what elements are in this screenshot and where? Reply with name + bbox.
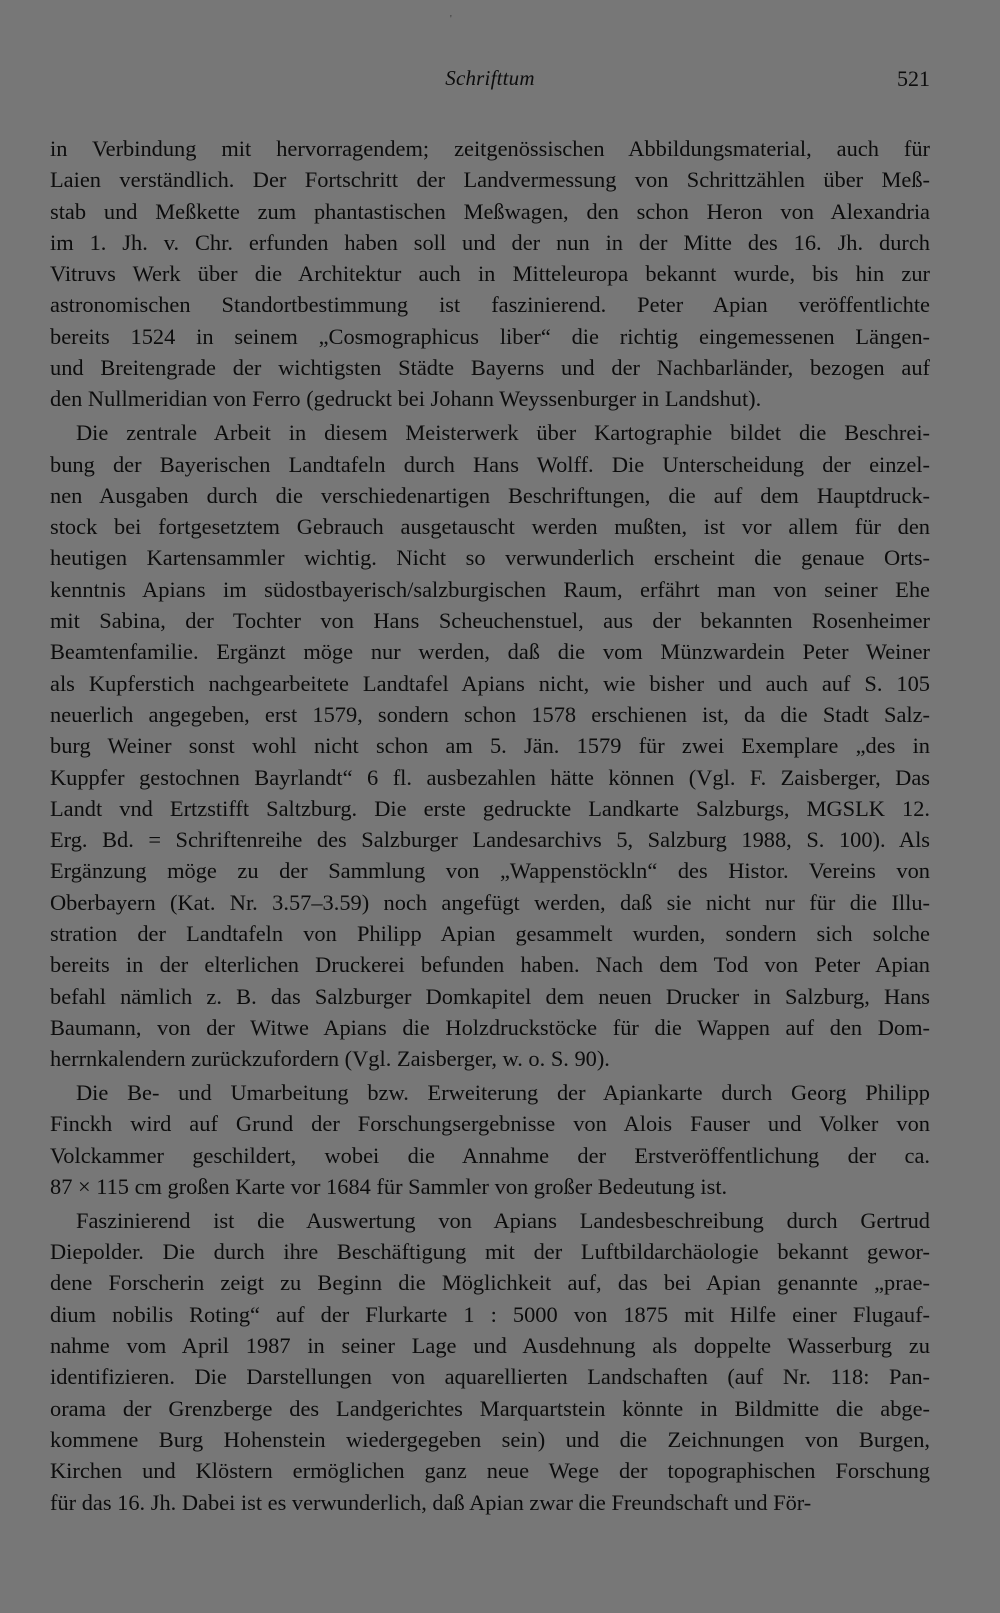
text-line: Volckammer geschildert, wobei die Annahme der Erstveröffentlichung der ca. bbox=[50, 1142, 930, 1168]
text-line: herrnkalendern zurückzufordern (Vgl. Zaisberger, w. o. S. 90). bbox=[50, 1046, 610, 1072]
text-line: kenntnis Apians im südostbayerisch/salzburgischen Raum, erfährt man von seiner Ehe bbox=[50, 576, 930, 602]
text-line: als Kupferstich nachgearbeitete Landtafel Apians nicht, wie bisher und auch auf S. 105 bbox=[50, 670, 930, 696]
text-line: nen Ausgaben durch die verschiedenartigen Beschriftungen, die auf dem Hauptdruck- bbox=[50, 482, 930, 508]
text-line: Erg. Bd. = Schriftenreihe des Salzburger Landesarchivs 5, Salzburg 1988, S. 100). Als bbox=[50, 827, 930, 853]
paragraph bbox=[50, 1205, 930, 1518]
text-line: Vitruvs Werk über die Architektur auch in Mitteleuropa bekannt wurde, bis hin zur bbox=[50, 261, 930, 287]
text-line: 87 × 115 cm großen Karte vor 1684 für Sammler von großer Bedeutung ist. bbox=[50, 1173, 728, 1199]
text-line: bereits in der elterlichen Druckerei befunden haben. Nach dem Tod von Peter Apian bbox=[50, 952, 930, 978]
text-line: kommene Burg Hohenstein wiedergegeben sein) und die Zeichnungen von Burgen, bbox=[50, 1426, 930, 1452]
running-head: Schrifttum bbox=[445, 66, 535, 90]
text-line: stab und Meßkette zum phantastischen Meßwagen, den schon Heron von Alexandria bbox=[50, 198, 930, 224]
text-line: und Breitengrade der wichtigsten Städte Bayerns und der Nachbarländer, bezogen auf bbox=[50, 355, 930, 381]
text-line: heutigen Kartensammler wichtig. Nicht so verwunderlich erscheint die genaue Orts- bbox=[50, 545, 930, 571]
text-line: nahme vom April 1987 in seiner Lage und Ausdehnung als doppelte Wasserburg zu bbox=[50, 1333, 930, 1359]
paragraph bbox=[50, 1077, 930, 1202]
text-line: mit Sabina, der Tochter von Hans Scheuchenstuel, aus der bekannten Rosenheimer bbox=[50, 608, 930, 634]
paragraph bbox=[50, 133, 930, 415]
text-line: befahl nämlich z. B. das Salzburger Domkapitel dem neuen Drucker in Salzburg, Hans bbox=[50, 983, 930, 1009]
text-line: astronomischen Standortbestimmung ist faszinierend. Peter Apian veröffentlichte bbox=[50, 292, 930, 318]
paragraph bbox=[50, 417, 930, 1074]
text-line: bung der Bayerischen Landtafeln durch Hans Wolff. Die Unterscheidung der einzel- bbox=[50, 451, 930, 477]
body-text bbox=[50, 133, 930, 1518]
text-line: in Verbindung mit hervorragendem; zeitgenössischen Abbildungsmaterial, auch für bbox=[50, 136, 930, 161]
text-line: burg Weiner sonst wohl nicht schon am 5. Jän. 1579 für zwei Exemplare „des in bbox=[50, 733, 930, 759]
text-line: Landt vnd Ertzstifft Saltzburg. Die erste gedruckte Landkarte Salzburgs, MGSLK 12. bbox=[50, 795, 930, 821]
text-line: identifizieren. Die Darstellungen von aquarellierten Landschaften (auf Nr. 118: Pan- bbox=[50, 1364, 930, 1390]
text-line: Die zentrale Arbeit in diesem Meisterwerk über Kartographie bildet die Beschrei- bbox=[76, 420, 930, 446]
text-line: Oberbayern (Kat. Nr. 3.57–3.59) noch angefügt werden, daß sie nicht nur für die Illu- bbox=[50, 889, 930, 915]
text-line: für das 16. Jh. Dabei ist es verwunderlich, daß Apian zwar die Freundschaft und För- bbox=[50, 1489, 812, 1515]
text-line: Finckh wird auf Grund der Forschungsergebnisse von Alois Fauser und Volker von bbox=[50, 1111, 930, 1137]
text-line: dium nobilis Roting“ auf der Flurkarte 1 : 5000 von 1875 mit Hilfe einer Flugauf- bbox=[50, 1301, 930, 1327]
page-number: 521 bbox=[897, 66, 930, 91]
text-line: Kuppfer gestochnen Bayrlandt“ 6 fl. ausbezahlen hätte können (Vgl. F. Zaisberger, Das bbox=[50, 764, 930, 790]
text-line: Faszinierend ist die Auswertung von Apians Landesbeschreibung durch Gertrud bbox=[76, 1207, 930, 1233]
stray-mark: ' bbox=[450, 14, 452, 25]
text-line: bereits 1524 in seinem „Cosmographicus liber“ die richtig eingemessenen Längen- bbox=[50, 323, 930, 349]
text-line: Baumann, von der Witwe Apians die Holzdruckstöcke für die Wappen auf den Dom- bbox=[50, 1014, 930, 1040]
text-line: im 1. Jh. v. Chr. erfunden haben soll und der nun in der Mitte des 16. Jh. durch bbox=[50, 229, 930, 255]
text-line: orama der Grenzberge des Landgerichtes Marquartstein könnte in Bildmitte die abge- bbox=[50, 1395, 930, 1421]
text-line: Laien verständlich. Der Fortschritt der Landvermessung von Schrittzählen über Meß- bbox=[50, 167, 930, 193]
text-line: Beamtenfamilie. Ergänzt möge nur werden, daß die vom Münzwardein Peter Weiner bbox=[50, 639, 930, 665]
text-line: stock bei fortgesetztem Gebrauch ausgetauscht werden mußten, ist vor allem für den bbox=[50, 514, 930, 540]
text-line: Ergänzung möge zu der Sammlung von „Wappenstöckln“ des Histor. Vereins von bbox=[50, 858, 930, 884]
text-line: neuerlich angegeben, erst 1579, sondern schon 1578 erschienen ist, da die Stadt Salz- bbox=[50, 701, 930, 727]
text-line: Diepolder. Die durch ihre Beschäftigung mit der Luftbildarchäologie bekannt gewor- bbox=[50, 1239, 930, 1265]
page-header bbox=[50, 66, 930, 100]
text-line: den Nullmeridian von Ferro (gedruckt bei Johann Weyssenburger in Landshut). bbox=[50, 386, 762, 412]
text-line: dene Forscherin zeigt zu Beginn die Möglichkeit auf, das bei Apian genannte „prae- bbox=[50, 1270, 930, 1296]
text-line: stration der Landtafeln von Philipp Apian gesammelt wurden, sondern sich solche bbox=[50, 921, 930, 947]
text-line: Die Be- und Umarbeitung bzw. Erweiterung der Apiankarte durch Georg Philipp bbox=[76, 1080, 930, 1106]
text-line: Kirchen und Klöstern ermöglichen ganz neue Wege der topographischen Forschung bbox=[50, 1458, 930, 1484]
